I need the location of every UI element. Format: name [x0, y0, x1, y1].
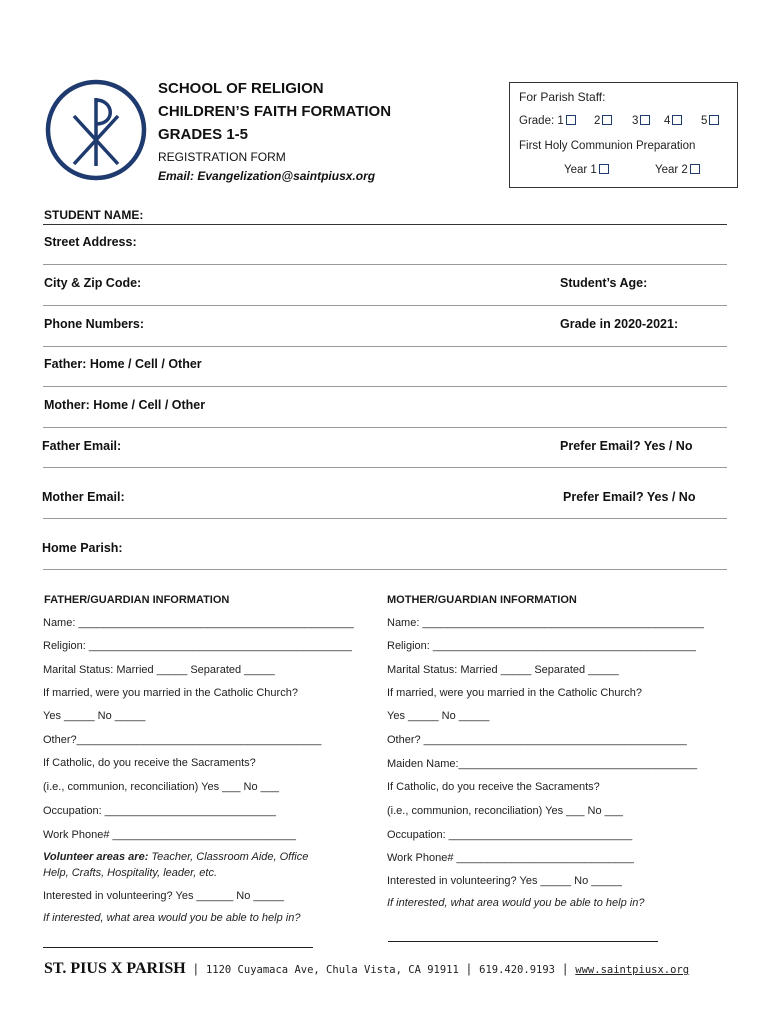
header-title-1: SCHOOL OF RELIGION	[158, 80, 324, 97]
father-religion-field[interactable]: Religion: ___________________________________________	[43, 640, 352, 652]
volunteer-areas-text	[43, 851, 308, 863]
mother-section-heading: MOTHER/GUARDIAN INFORMATION	[387, 594, 577, 606]
staff-grade-3	[632, 115, 650, 127]
father-work-phone-field[interactable]: Work Phone# ______________________________	[43, 829, 297, 841]
staff-heading: For Parish Staff:	[519, 90, 606, 104]
father-yes-no[interactable]: Yes _____ No _____	[43, 710, 146, 722]
mother-email-label: Mother Email:	[42, 490, 125, 504]
home-parish-label: Home Parish:	[42, 541, 123, 555]
city-zip-line[interactable]	[43, 305, 727, 306]
staff-grade-1	[519, 115, 576, 127]
footer-address: 1120 Cuyamaca Ave, Chula Vista, CA 91911	[205, 964, 459, 976]
staff-fhc-label: First Holy Communion Preparation	[519, 140, 696, 152]
mother-email-line[interactable]	[43, 518, 727, 519]
father-phone-line[interactable]	[43, 386, 727, 387]
header-title-3: GRADES 1-5	[158, 126, 249, 143]
footer	[44, 960, 689, 978]
mother-volunteer-field[interactable]: Interested in volunteering? Yes _____ No _____	[387, 875, 622, 887]
father-sacraments-answer[interactable]: (i.e., communion, reconciliation) Yes ___ No ___	[43, 781, 280, 793]
footer-phone: 619.420.9193	[479, 964, 555, 976]
grade-5-label: 5	[701, 115, 708, 127]
father-married-church: If married, were you married in the Catholic Church?	[43, 687, 298, 699]
mother-phone-line[interactable]	[43, 427, 727, 428]
grade-1-label: Grade: 1	[519, 115, 564, 127]
volunteer-areas-list: Teacher, Classroom Aide, Office	[148, 851, 309, 863]
header-title-2: CHILDREN’S FAITH FORMATION	[158, 103, 392, 120]
grade-label: Grade in 2020-2021:	[560, 317, 679, 331]
student-name-line[interactable]	[43, 224, 727, 225]
mother-religion-field[interactable]: Religion: ___________________________________________	[387, 640, 696, 652]
staff-grade-5	[701, 115, 719, 127]
mother-maiden-name-field[interactable]: Maiden Name:_______________________________________	[387, 758, 698, 770]
mother-name-field[interactable]: Name: ______________________________________________	[387, 617, 704, 629]
parish-staff-box	[509, 82, 738, 188]
header-subtitle: REGISTRATION FORM	[158, 150, 286, 164]
father-volunteer-field[interactable]: Interested in volunteering? Yes ______ No _____	[43, 890, 284, 902]
mother-prefer-email[interactable]: Prefer Email? Yes / No	[563, 490, 696, 504]
staff-grade-2	[594, 115, 612, 127]
mother-phone-label: Mother: Home / Cell / Other	[44, 398, 206, 412]
mother-work-phone-field[interactable]: Work Phone# _____________________________	[387, 852, 634, 864]
footer-parish-name: ST. PIUS X PARISH	[44, 960, 186, 977]
mother-occupation-field[interactable]: Occupation: ______________________________	[387, 829, 633, 841]
father-email-label: Father Email:	[42, 439, 122, 453]
father-sacraments: If Catholic, do you receive the Sacraments?	[43, 757, 256, 769]
grade-2-checkbox[interactable]	[602, 115, 612, 125]
grade-5-checkbox[interactable]	[709, 115, 719, 125]
staff-year-1	[564, 164, 609, 176]
grade-3-checkbox[interactable]	[640, 115, 650, 125]
student-name-label: STUDENT NAME:	[44, 208, 144, 222]
year-2-label: Year 2	[655, 164, 688, 176]
home-parish-line[interactable]	[43, 569, 727, 570]
phone-numbers-label: Phone Numbers:	[44, 317, 145, 331]
street-address-label: Street Address:	[44, 235, 137, 249]
mother-sacraments: If Catholic, do you receive the Sacraments?	[387, 781, 600, 793]
phone-line[interactable]	[43, 346, 727, 347]
father-phone-label: Father: Home / Cell / Other	[44, 357, 202, 371]
volunteer-areas-label: Volunteer areas are:	[43, 851, 149, 863]
grade-4-label: 4	[664, 115, 671, 127]
father-area-question: If interested, what area would you be able to help in?	[43, 912, 301, 924]
grade-2-label: 2	[594, 115, 601, 127]
street-address-line[interactable]	[43, 264, 727, 265]
footer-website-link[interactable]: www.saintpiusx.org	[575, 964, 690, 976]
chi-rho-logo-icon	[44, 78, 148, 182]
staff-grade-4	[664, 115, 682, 127]
mother-other-field[interactable]: Other? ___________________________________________	[387, 734, 687, 746]
grade-4-checkbox[interactable]	[672, 115, 682, 125]
header-email: Email: Evangelization@saintpiusx.org	[158, 169, 376, 183]
footer-separator: |	[563, 961, 567, 976]
father-name-field[interactable]: Name: _____________________________________________	[43, 617, 354, 629]
staff-year-2	[655, 164, 700, 176]
mother-marital-field[interactable]: Marital Status: Married _____ Separated _____	[387, 664, 619, 676]
year-1-checkbox[interactable]	[599, 164, 609, 174]
city-zip-label: City & Zip Code:	[44, 276, 142, 290]
father-marital-field[interactable]: Marital Status: Married _____ Separated _____	[43, 664, 275, 676]
mother-area-question: If interested, what area would you be able to help in?	[387, 897, 645, 909]
mother-sacraments-answer[interactable]: (i.e., communion, reconciliation) Yes ___ No ___	[387, 805, 624, 817]
student-age-label: Student’s Age:	[560, 276, 648, 290]
year-2-checkbox[interactable]	[690, 164, 700, 174]
mother-married-church: If married, were you married in the Catholic Church?	[387, 687, 642, 699]
father-section-heading: FATHER/GUARDIAN INFORMATION	[44, 594, 230, 606]
grade-1-checkbox[interactable]	[566, 115, 576, 125]
mother-yes-no[interactable]: Yes _____ No _____	[387, 710, 490, 722]
mother-area-line[interactable]	[388, 941, 658, 942]
footer-separator: |	[467, 961, 471, 976]
year-1-label: Year 1	[564, 164, 597, 176]
father-other-field[interactable]: Other?________________________________________	[43, 734, 322, 746]
father-prefer-email[interactable]: Prefer Email? Yes / No	[560, 439, 693, 453]
volunteer-areas-list-2: Help, Crafts, Hospitality, leader, etc.	[43, 867, 218, 879]
father-email-line[interactable]	[43, 467, 727, 468]
footer-separator: |	[194, 961, 198, 976]
father-occupation-field[interactable]: Occupation: ____________________________	[43, 805, 277, 817]
grade-3-label: 3	[632, 115, 639, 127]
father-area-line[interactable]	[43, 947, 313, 948]
